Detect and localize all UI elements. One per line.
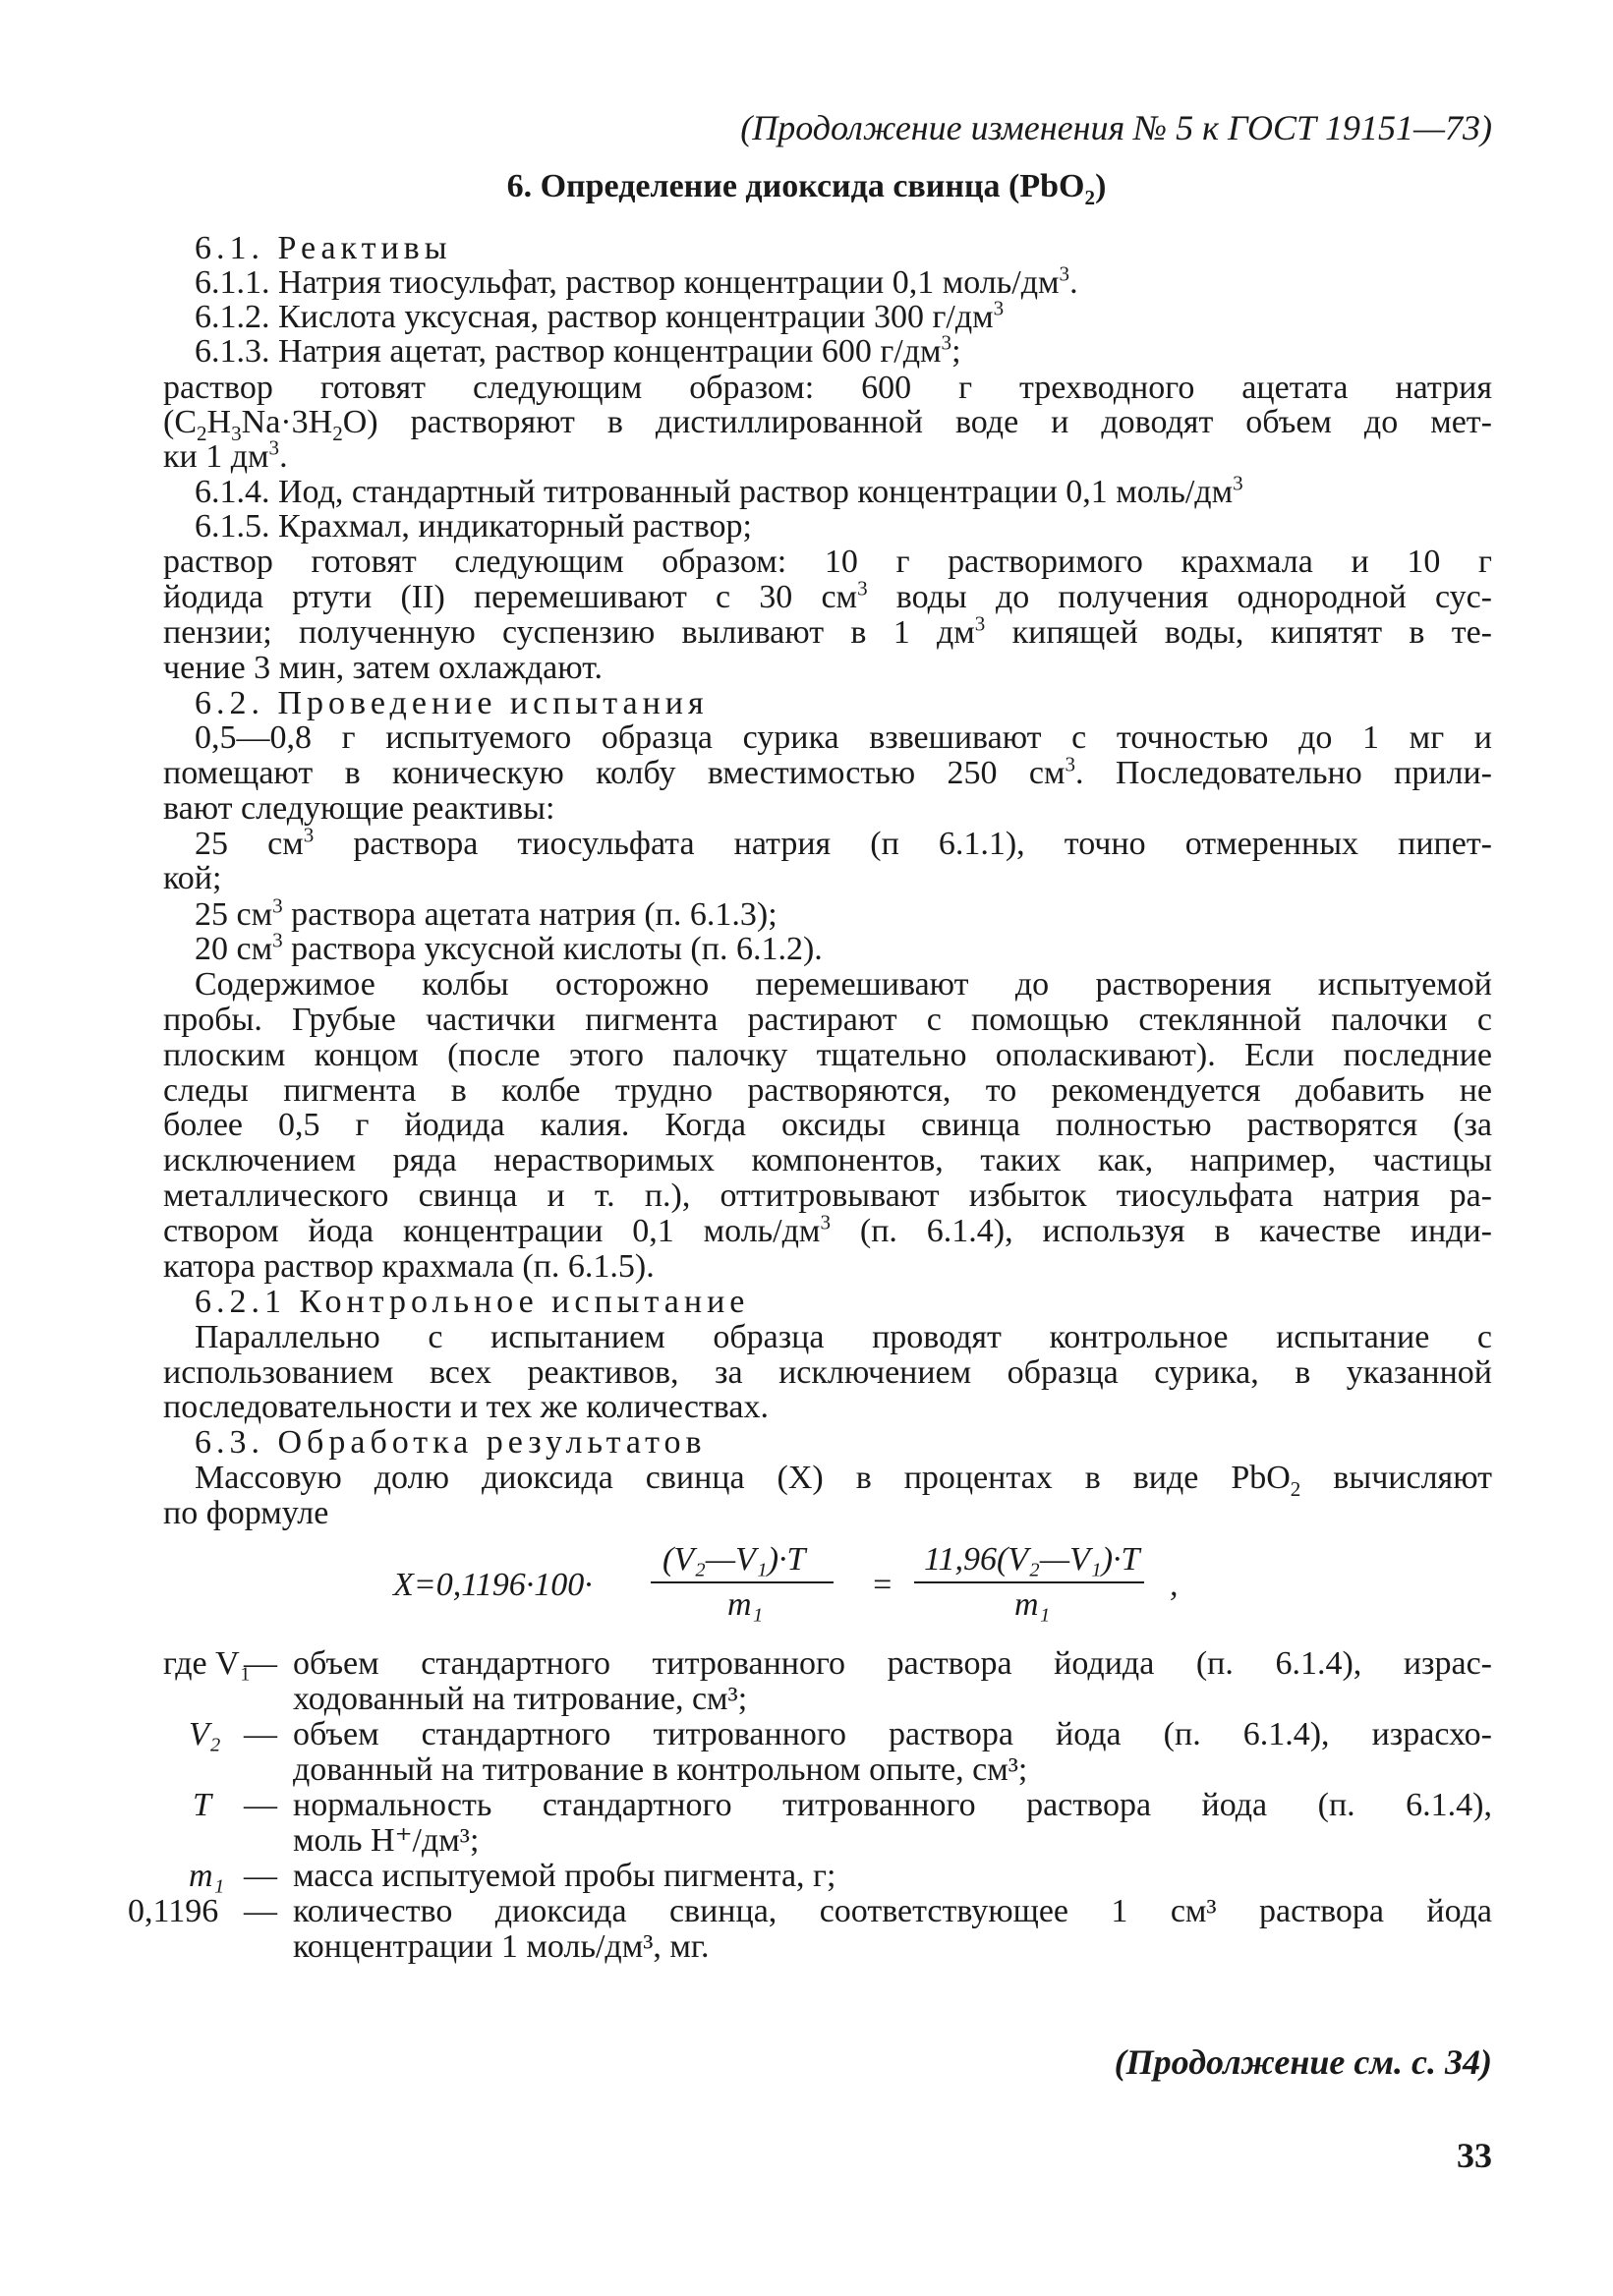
paragraph-line: 6.1.2. Кислота уксусная, раствор концентрации 300 $г/дм^3$ [195, 296, 1005, 335]
definition-text: дованный на титрование в контрольном опыте, см³; [293, 1751, 1028, 1788]
paragraph-line: пробы. Грубые частички пигмента растирают с помощью стеклянной палочки с [163, 1002, 1492, 1038]
definition-text: масса испытуемой пробы пигмента, г; [293, 1858, 836, 1894]
paragraph-line: чение 3 мин, затем охлаждают. [163, 650, 604, 686]
definition-dash: — [244, 1893, 277, 1929]
definition-dash: — [244, 1787, 277, 1823]
definition-text: концентрации 1 моль/дм³, мг. [293, 1928, 710, 1965]
paragraph-line: Параллельно с испытанием образца проводят контрольное испытание с [195, 1319, 1492, 1355]
paragraph-line: 6.1.5. Крахмал, индикаторный раствор; [195, 508, 752, 545]
paragraph-line: 6.1.3. Натрия ацетат, раствор концентрации 600 $г/дм^3$; [195, 330, 961, 370]
definition-dash: — [244, 1716, 277, 1752]
paragraph-line: раствор готовят следующим образом: 600 г трехводного ацетата натрия [163, 370, 1492, 406]
paragraph-line: более 0,5 г йодида калия. Когда оксиды свинца полностью растворятся (за [163, 1107, 1492, 1143]
formula-denominator-1: m₁ [727, 1586, 764, 1623]
paragraph-line: йодида ртути (II) перемешивают с 30 $см^3$ воды до получения однородной сус- [163, 576, 1493, 615]
subsection-control-test: 6.2.1 Контрольное испытание [195, 1284, 750, 1320]
definition-dash: — [244, 1858, 277, 1894]
paragraph-line: $(C_2H_3Na\cdot 3H_2O)$ растворяют в дистиллированной воде и доводят объем до мет- [163, 404, 1492, 445]
variable-definitions [128, 1645, 1492, 1971]
paragraph-line: помещают в коническую колбу вместимостью 250 $см^3$. Последовательно прили- [163, 752, 1493, 791]
definition-dash: — [244, 1645, 277, 1682]
definition-text: ходованный на титрование, см³; [293, 1681, 748, 1717]
paragraph-line: металлического свинца и т. п.), оттитровывают избыток тиосульфата натрия ра- [163, 1177, 1492, 1214]
formula-denominator-2: m₁ [1014, 1586, 1051, 1623]
paragraph-line: следы пигмента в колбе трудно растворяются, то рекомендуется добавить не [163, 1072, 1492, 1109]
definition-symbol: m₁ [189, 1858, 225, 1894]
fraction-bar-2 [914, 1581, 1144, 1583]
paragraph-line: створом йода концентрации 0,1 моль/$дм^3$ (п. 6.1.4), используя в качестве инди- [163, 1210, 1493, 1249]
subsection-results: 6.3. Обработка результатов [195, 1424, 707, 1461]
fraction-bar-1 [651, 1581, 834, 1583]
paragraph-line: 6.1.4. Иод, стандартный титрованный раствор концентрации 0,1 моль/$дм^3$ [195, 471, 1243, 510]
definition-text: объем стандартного титрованного раствора йода (п. 6.1.4), израсхо- [293, 1716, 1492, 1752]
continuation-header: (Продолжение изменения № 5 к ГОСТ 19151—73) [740, 108, 1492, 147]
paragraph-line: ки 1 $дм^3$. [163, 435, 288, 475]
definition-text: нормальность стандартного титрованного раствора йода (п. 6.1.4), [293, 1787, 1492, 1823]
formula-equals: = [871, 1567, 893, 1603]
paragraph-line: плоским концом (после этого палочку тщательно ополаскивают). Если последние [163, 1037, 1492, 1073]
definition-text: моль H⁺/дм³; [293, 1822, 480, 1859]
formula-trailing-comma: , [1170, 1567, 1179, 1603]
paragraph-line: катора раствор крахмала (п. 6.1.5). [163, 1248, 655, 1285]
page-number: 33 [1457, 2136, 1492, 2175]
paragraph-line: Содержимое колбы осторожно перемешивают до растворения испытуемой [195, 966, 1492, 1003]
subsection-reagents: 6.1. Реактивы [195, 230, 452, 266]
paragraph-line: пензии; полученную суспензию выливают в 1 $дм^3$ кипящей воды, кипятят в те- [163, 611, 1493, 651]
paragraph-line: последовательности и тех же количествах. [163, 1389, 769, 1425]
paragraph-line: исключением ряда нерастворимых компонентов, таких как, например, частицы [163, 1142, 1492, 1178]
paragraph-line: раствор готовят следующим образом: 10 г растворимого крахмала и 10 г [163, 544, 1492, 580]
paragraph-line: по формуле [163, 1495, 329, 1531]
formula-numerator-1: (V₂—V₁)·T [662, 1541, 806, 1578]
formula-numerator-2: 11,96(V₂—V₁)·T [924, 1541, 1140, 1578]
paragraph-line: использованием всех реактивов, за исключением образца сурика, в указанной [163, 1354, 1492, 1391]
continued-footer: (Продолжение см. с. 34) [1114, 2042, 1492, 2082]
paragraph-line: 0,5—0,8 г испытуемого образца сурика взвешивают с точностью до 1 мг и [195, 719, 1492, 756]
definition-symbol: T [193, 1787, 211, 1823]
paragraph-line: 25 $см^3$ раствора тиосульфата натрия (п 6.1.1), точно отмеренных пипет- [195, 823, 1493, 862]
definition-text: объем стандартного титрованного раствора йодида (п. 6.1.4), израс- [293, 1645, 1492, 1682]
subsection-procedure: 6.2. Проведение испытания [195, 685, 709, 721]
definition-text: количество диоксида свинца, соответствующее 1 см³ раствора йода [293, 1893, 1492, 1929]
paragraph-line: кой; [163, 860, 222, 896]
definition-symbol: 0,1196 [128, 1893, 219, 1929]
paragraph-line: 25 $см^3$ раствора ацетата натрия (п. 6.1.3); [195, 893, 778, 933]
definition-symbol: V₂ [189, 1716, 221, 1752]
definition-symbol: где V₁ [163, 1645, 252, 1682]
paragraph-line: 20 $см^3$ раствора уксусной кислоты (п. 6.1.2). [195, 928, 823, 967]
paragraph-line: 6.1.1. Натрия тиосульфат, раствор концентрации 0,1 моль/$дм^3$. [195, 261, 1078, 301]
formula-lhs: X=0,1196·100· [393, 1567, 593, 1603]
paragraph-line: вают следующие реактивы: [163, 790, 555, 827]
paragraph-line: Массовую долю диоксида свинца (X) в процентах в виде PbO$_2$ вычисляют [195, 1460, 1493, 1501]
section-title: 6. Определение диоксида свинца (PbO$_2$) [506, 168, 1107, 209]
